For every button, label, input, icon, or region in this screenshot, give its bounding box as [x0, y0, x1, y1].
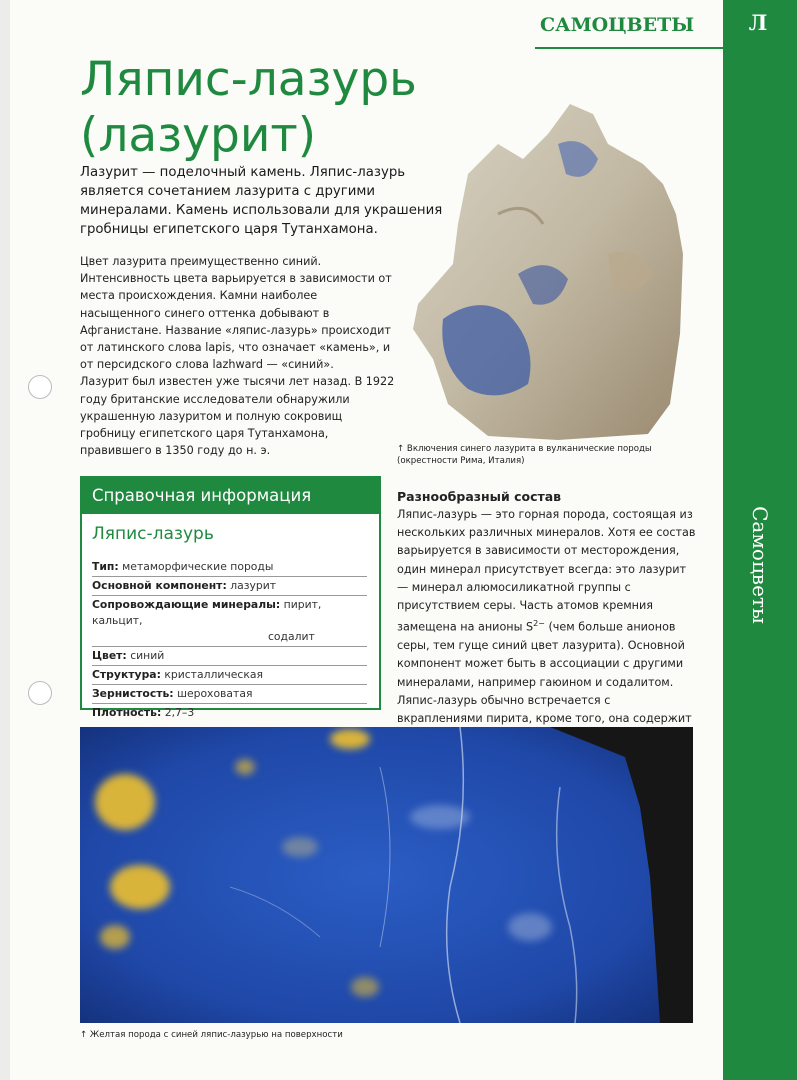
section-title: САМОЦВЕТЫ: [540, 14, 695, 36]
intro-paragraph: Лазурит — поделочный камень. Ляпис-лазурь является сочетанием лазурита с другими минералами. Камень использовали для украшения гробницы египетского царя Тутанхамона.: [80, 165, 443, 237]
ref-value: метаморфические породы: [122, 560, 274, 573]
ref-label: Зернистость:: [92, 687, 174, 700]
ref-label: Плотность:: [92, 706, 162, 719]
ref-row-grain: [92, 685, 367, 704]
rock-photo-caption: ↑ Включения синего лазурита в вулканические породы (окрестности Рима, Италия): [397, 444, 652, 466]
reference-info-box: [80, 476, 381, 719]
reference-heading: Справочная информация: [82, 478, 379, 514]
ref-value-continued: содалит: [268, 630, 315, 643]
article-title: [80, 52, 417, 164]
body-text: [80, 253, 400, 459]
composition-heading: Разнообразный состав: [397, 489, 562, 504]
title-line-1: Ляпис-лазурь: [80, 52, 417, 107]
title-line-2: (лазурит): [80, 108, 317, 163]
ref-value: 2,7–3: [164, 706, 195, 719]
ref-row-density: [92, 704, 367, 722]
header-rule: [535, 47, 723, 49]
volcanic-rock-photo: [408, 104, 688, 440]
lapis-slab-photo: [80, 727, 693, 1023]
slab-photo-caption: ↑ Желтая порода с синей ляпис-лазурью на поверхности: [80, 1030, 343, 1040]
composition-text-part2: (чем больше анионов серы, тем гуще синий цвет лазурита). Основной компонент может быть в ассоциации с другими минералами, например гаюином и содалитом. Ляпис-лазурь обычно встречается с вкраплениями пирита, кроме того, она содержит: [397, 620, 692, 725]
ref-value: синий: [130, 649, 165, 662]
body-paragraph-2: Лазурит был известен уже тысячи лет назад. В 1922 году британские исследователи обнаружили украшенную лазуритом и полную сокровищ гробницу египетского царя Тутанхамона, правившего в 1350 году до н. э.: [80, 375, 395, 458]
ref-label: Сопровождающие минералы:: [92, 598, 281, 611]
side-section-label: Самоцветы: [748, 506, 772, 624]
ref-label: Структура:: [92, 668, 161, 681]
anion-charge: 2−: [533, 619, 545, 629]
ref-row-type: [92, 558, 367, 577]
punch-hole-top: [28, 375, 52, 399]
body-paragraph-1: Цвет лазурита преимущественно синий. Интенсивность цвета варьируется в зависимости от места происхождения. Камни наиболее насыщенного синего оттенка добывают в Афганистане. Название «ляпис-лазурь» происходит от латинского слова lapis, что означает «камень», и от персидского слова lazhward — «синий».: [80, 255, 392, 372]
alphabet-tab-letter: Л: [748, 10, 768, 35]
ref-value: кристаллическая: [164, 668, 263, 681]
ref-row-structure: [92, 666, 367, 685]
ref-value: шероховатая: [177, 687, 253, 700]
ref-row-accompanying-minerals: [92, 596, 367, 647]
ref-label: Цвет:: [92, 649, 127, 662]
ref-label: Основной компонент:: [92, 579, 227, 592]
composition-text-part1: Ляпис-лазурь — это горная порода, состоящая из нескольких различных минералов. Хотя ее состав варьируется в зависимости от месторождения, один минерал присутствует всегда: это лазурит — минерал алюмосиликатной группы с присутствием серы. Часть атомов кремния замещена на анионы S: [397, 508, 696, 634]
ref-row-color: [92, 647, 367, 666]
reference-table: [82, 558, 379, 722]
ref-label: Тип:: [92, 560, 119, 573]
page-left-edge: [0, 0, 10, 1080]
reference-stone-name: Ляпис-лазурь: [92, 524, 214, 544]
ref-value: лазурит: [230, 579, 277, 592]
ref-value: пирит, кальцит,: [92, 598, 322, 627]
punch-hole-bottom: [28, 681, 52, 705]
ref-row-main-component: [92, 577, 367, 596]
composition-text: [397, 506, 697, 746]
